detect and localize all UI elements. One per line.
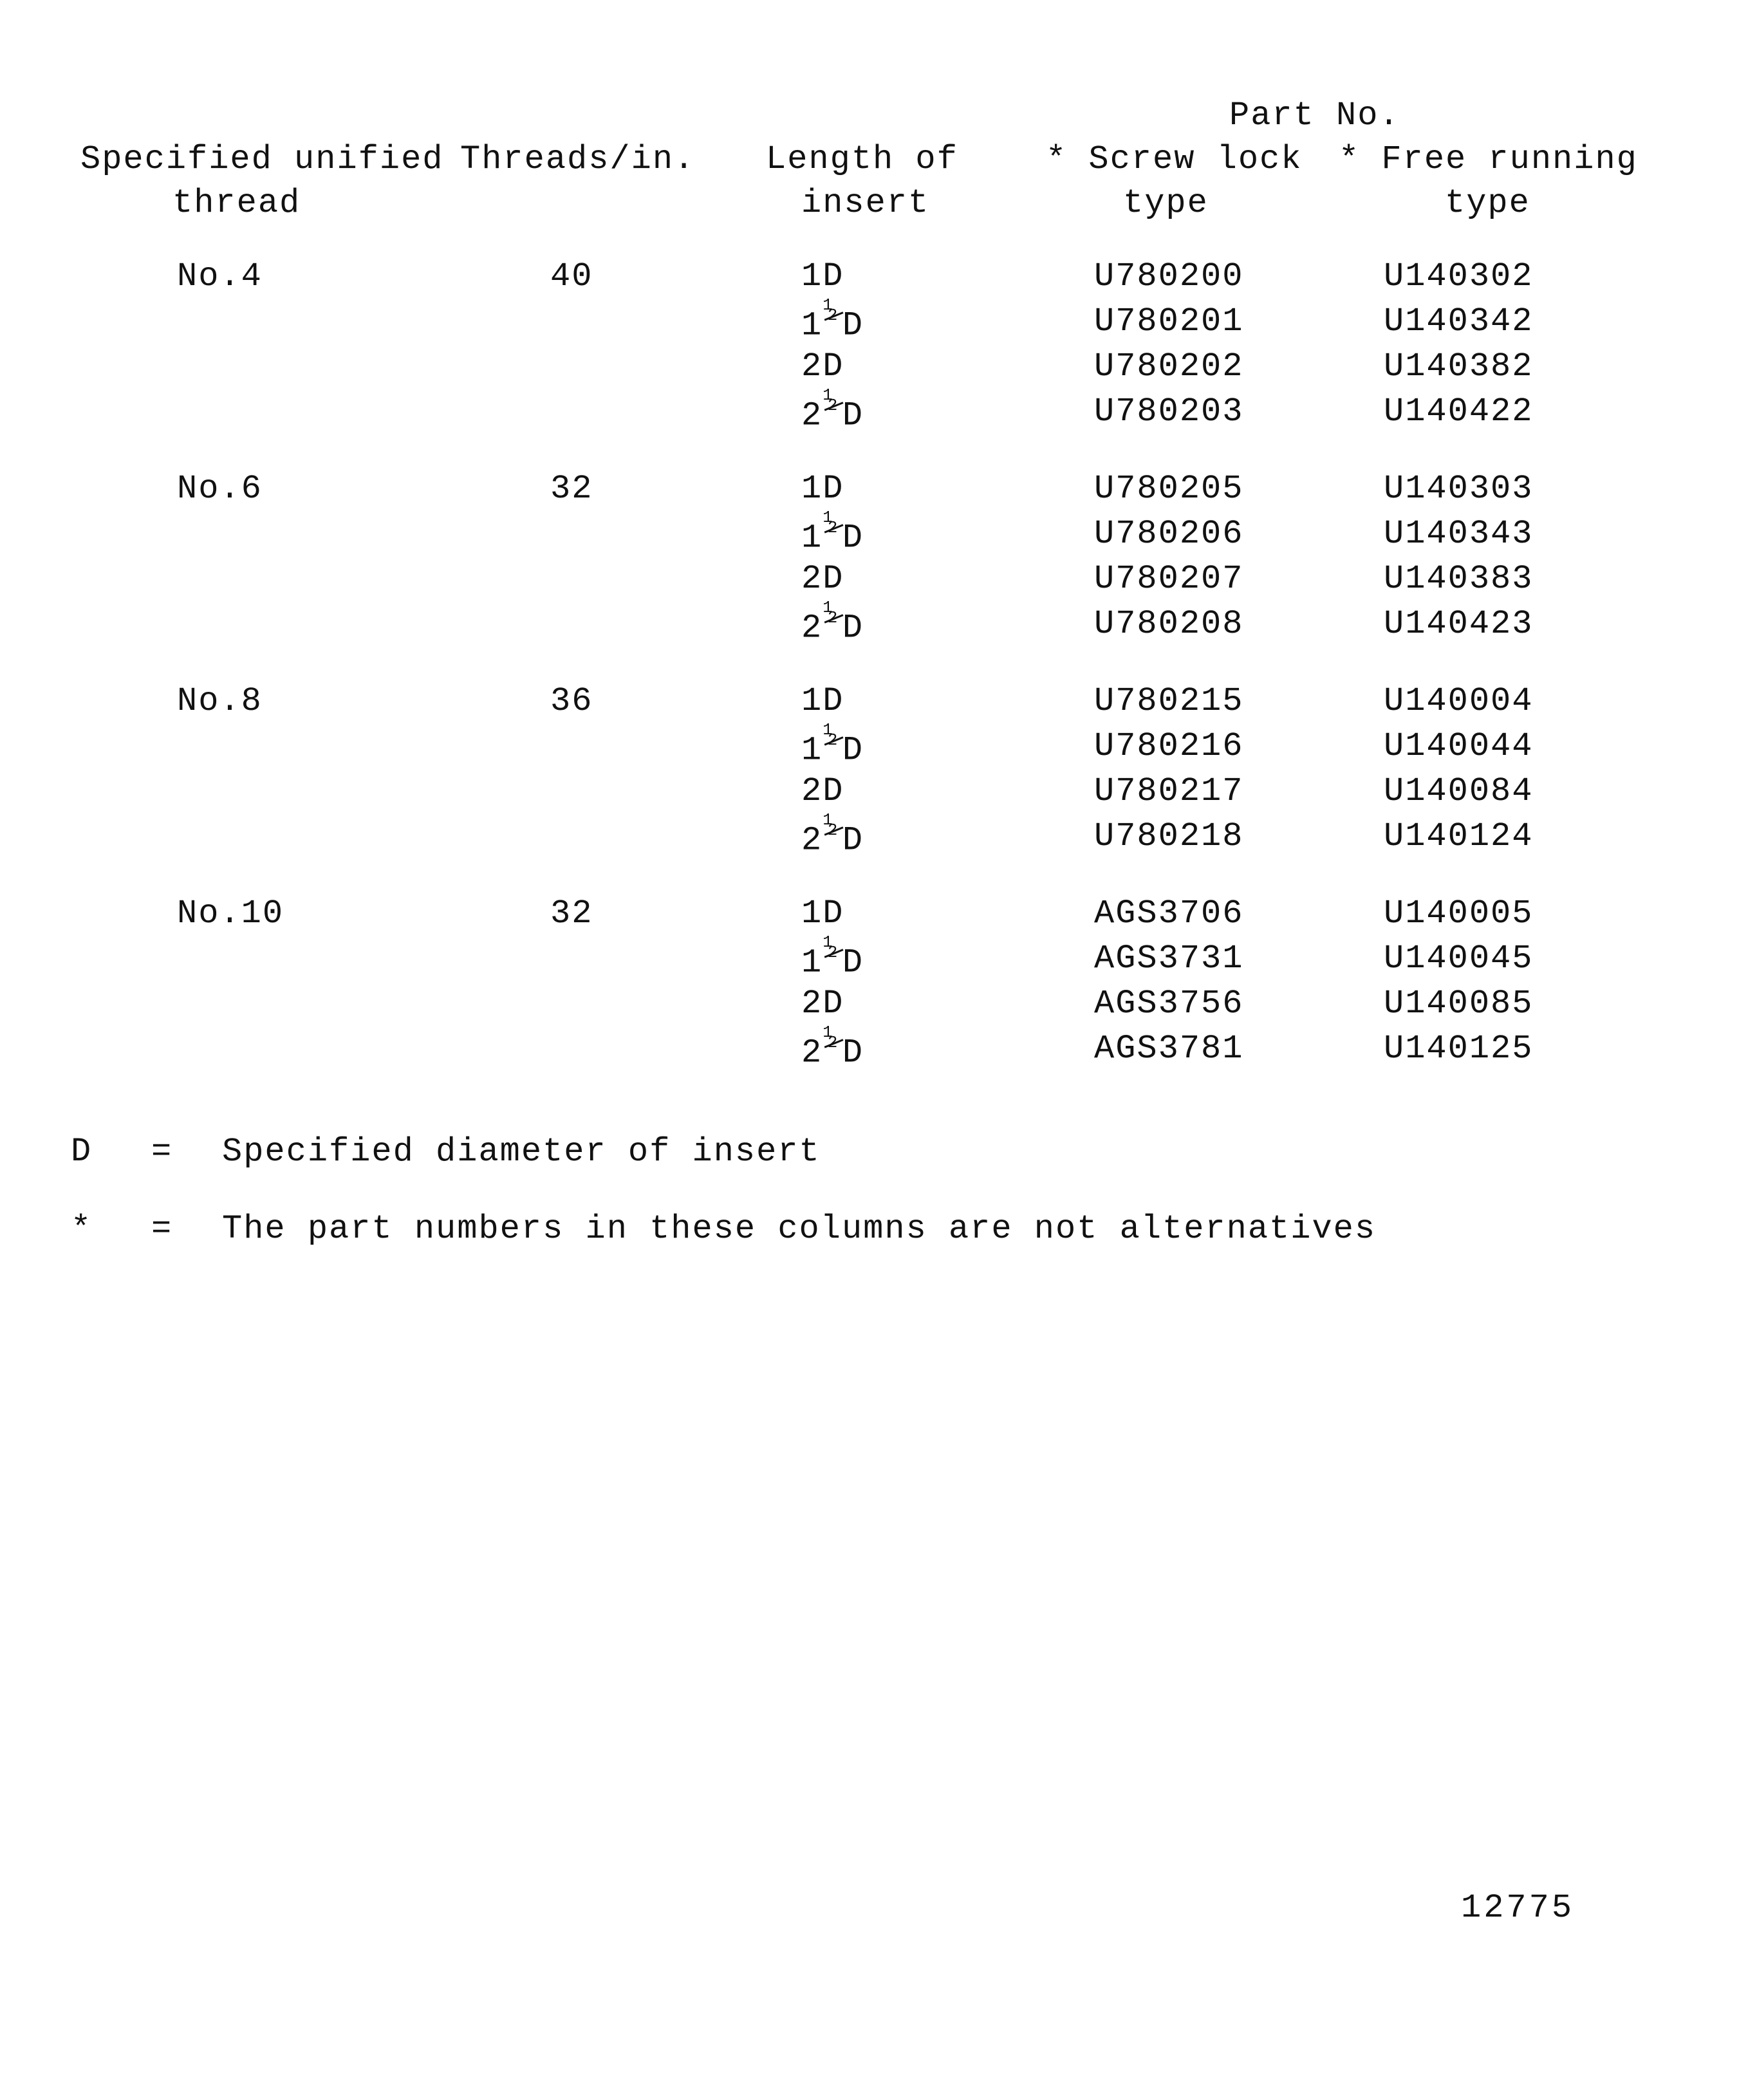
cell-free-running-part-number: U140084 — [1384, 772, 1534, 810]
cell-free-running-part-number: U140303 — [1384, 470, 1534, 508]
thread-group — [0, 470, 1757, 682]
table-body — [0, 257, 1757, 1107]
cell-screw-lock-part-number: U780217 — [1094, 772, 1244, 810]
cell-free-running-part-number: U140423 — [1384, 605, 1534, 643]
thread-group — [0, 682, 1757, 895]
table-row — [0, 985, 1757, 1030]
cell-screw-lock-part-number: U780206 — [1094, 515, 1244, 553]
one-half-fraction: 1 2 — [823, 940, 842, 971]
cell-screw-lock-part-number: AGS3706 — [1094, 895, 1244, 933]
cell-threads-per-inch: 36 — [550, 682, 593, 720]
header-screw-lock-type: * Screw lock — [1046, 140, 1303, 178]
cell-free-running-part-number: U140342 — [1384, 302, 1534, 340]
cell-threads-per-inch: 40 — [550, 257, 593, 295]
one-half-fraction: 1 2 — [823, 1030, 842, 1061]
cell-screw-lock-part-number: AGS3756 — [1094, 985, 1244, 1023]
cell-screw-lock-part-number: U780200 — [1094, 257, 1244, 295]
footnote-symbol: * — [71, 1210, 93, 1248]
cell-free-running-part-number: U140124 — [1384, 817, 1534, 855]
cell-specified-thread: No.10 — [177, 895, 284, 933]
one-half-fraction: 1 2 — [823, 515, 842, 546]
cell-length-of-insert: 1D — [801, 682, 844, 720]
cell-specified-thread: No.8 — [177, 682, 263, 720]
cell-free-running-part-number: U140005 — [1384, 895, 1534, 933]
cell-free-running-part-number: U140343 — [1384, 515, 1534, 553]
cell-length-of-insert: 1D — [801, 257, 844, 295]
thread-group — [0, 895, 1757, 1107]
cell-threads-per-inch: 32 — [550, 470, 593, 508]
cell-length-of-insert: 1 1 2 D — [801, 721, 864, 770]
cell-free-running-part-number: U140044 — [1384, 727, 1534, 765]
cell-screw-lock-part-number: U780202 — [1094, 348, 1244, 386]
one-half-fraction: 1 2 — [823, 817, 842, 849]
cell-length-of-insert: 2D — [801, 348, 844, 386]
header-line-1 — [0, 140, 1757, 184]
cell-length-of-insert: 1 1 2 D — [801, 508, 864, 557]
cell-screw-lock-part-number: AGS3731 — [1094, 940, 1244, 978]
cell-threads-per-inch: 32 — [550, 895, 593, 933]
table-row — [0, 348, 1757, 393]
header-screw-lock-type-line2: type — [1123, 184, 1209, 222]
cell-screw-lock-part-number: U780216 — [1094, 727, 1244, 765]
header-line-2 — [0, 184, 1757, 228]
cell-screw-lock-part-number: U780207 — [1094, 560, 1244, 598]
table-row — [0, 895, 1757, 940]
one-half-fraction: 1 2 — [823, 727, 842, 759]
cell-length-of-insert: 2D — [801, 985, 844, 1023]
cell-length-of-insert: 1 1 2 D — [801, 933, 864, 982]
table-row — [0, 599, 1757, 650]
cell-length-of-insert: 2 1 2 D — [801, 599, 864, 647]
footnotes — [0, 1133, 1757, 1287]
header-length-of-insert-line2: insert — [801, 184, 930, 222]
cell-length-of-insert: 1D — [801, 895, 844, 933]
cell-free-running-part-number: U140004 — [1384, 682, 1534, 720]
table-row — [0, 508, 1757, 560]
table-header — [0, 97, 1757, 228]
cell-specified-thread: No.4 — [177, 257, 263, 295]
table-row — [0, 721, 1757, 772]
header-part-no-group-label: Part No. — [1229, 97, 1400, 135]
header-specified-unified-thread-line2: thread — [172, 184, 301, 222]
footnote-text: Specified diameter of insert — [222, 1133, 821, 1171]
cell-screw-lock-part-number: U780203 — [1094, 393, 1244, 431]
table-row — [0, 386, 1757, 438]
header-length-of-insert: Length of — [766, 140, 958, 178]
footnote-equals-sign: = — [151, 1133, 173, 1171]
cell-length-of-insert: 2D — [801, 772, 844, 810]
header-specified-unified-thread: Specified unified — [80, 140, 444, 178]
cell-free-running-part-number: U140382 — [1384, 348, 1534, 386]
cell-screw-lock-part-number: U780201 — [1094, 302, 1244, 340]
cell-free-running-part-number: U140383 — [1384, 560, 1534, 598]
thread-group — [0, 257, 1757, 470]
cell-free-running-part-number: U140085 — [1384, 985, 1534, 1023]
one-half-fraction: 1 2 — [823, 605, 842, 637]
cell-screw-lock-part-number: U780218 — [1094, 817, 1244, 855]
cell-screw-lock-part-number: AGS3781 — [1094, 1030, 1244, 1068]
table-row — [0, 257, 1757, 302]
header-threads-per-inch: Threads/in. — [460, 140, 696, 178]
cell-free-running-part-number: U140302 — [1384, 257, 1534, 295]
cell-length-of-insert: 2 1 2 D — [801, 1023, 864, 1072]
header-free-running-type: * Free running — [1339, 140, 1638, 178]
page-number: 12775 — [1461, 1889, 1575, 1927]
table-row — [0, 470, 1757, 515]
table-row — [0, 682, 1757, 727]
one-half-fraction: 1 2 — [823, 302, 842, 334]
footnote-equals-sign: = — [151, 1210, 173, 1248]
table-row — [0, 296, 1757, 348]
cell-screw-lock-part-number: U780208 — [1094, 605, 1244, 643]
cell-specified-thread: No.6 — [177, 470, 263, 508]
footnote-symbol: D — [71, 1133, 93, 1171]
cell-free-running-part-number: U140125 — [1384, 1030, 1534, 1068]
table-row — [0, 933, 1757, 985]
footnote — [0, 1133, 1757, 1210]
cell-length-of-insert: 2 1 2 D — [801, 811, 864, 860]
cell-length-of-insert: 1 1 2 D — [801, 296, 864, 345]
header-partno-row — [0, 97, 1757, 140]
cell-length-of-insert: 1D — [801, 470, 844, 508]
table-row — [0, 1023, 1757, 1075]
cell-length-of-insert: 2 1 2 D — [801, 386, 864, 435]
cell-free-running-part-number: U140422 — [1384, 393, 1534, 431]
cell-free-running-part-number: U140045 — [1384, 940, 1534, 978]
footnote — [0, 1210, 1757, 1287]
footnote-text: The part numbers in these columns are not alternatives — [222, 1210, 1377, 1248]
table-row — [0, 772, 1757, 817]
table-row — [0, 811, 1757, 862]
header-free-running-type-line2: type — [1445, 184, 1530, 222]
cell-length-of-insert: 2D — [801, 560, 844, 598]
cell-screw-lock-part-number: U780215 — [1094, 682, 1244, 720]
one-half-fraction: 1 2 — [823, 393, 842, 424]
cell-screw-lock-part-number: U780205 — [1094, 470, 1244, 508]
table-row — [0, 560, 1757, 605]
